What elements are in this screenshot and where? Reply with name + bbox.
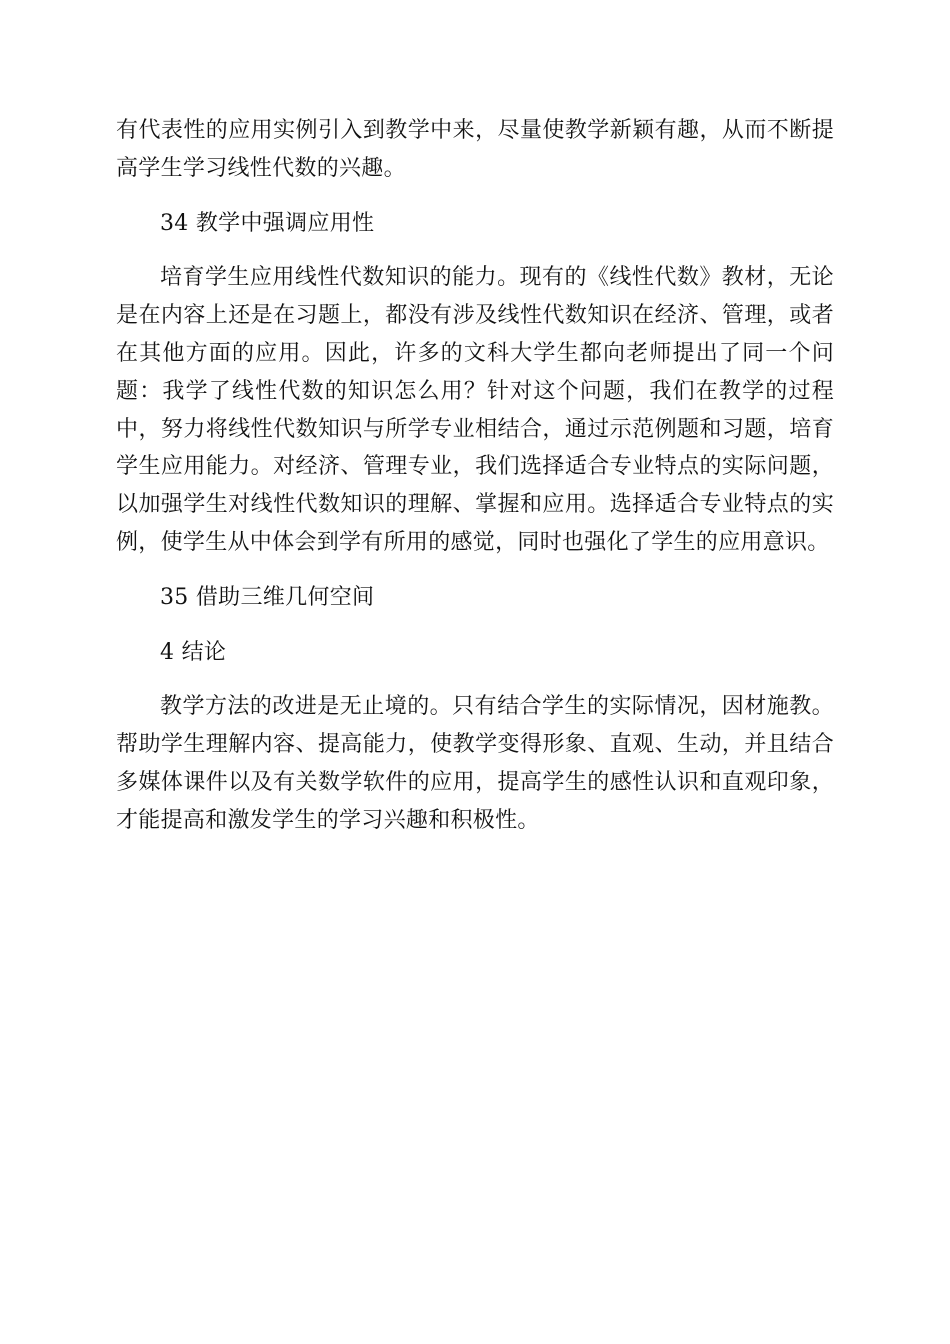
document-body <box>116 112 834 857</box>
paragraph-conclusion: 教学方法的改进是无止境的。只有结合学生的实际情况，因材施教。帮助学生理解内容、提高能力，使教学变得形象、直观、生动，并且结合多媒体课件以及有关数学软件的应用，提高学生的感性认识和直观印象，才能提高和激发学生的学习兴趣和积极性。 <box>116 694 834 833</box>
section-heading-4: 4 结论 <box>160 639 227 665</box>
paragraph-application: 培育学生应用线性代数知识的能力。现有的《线性代数》教材，无论是在内容上还是在习题上，都没有涉及线性代数知识在经济、管理，或者在其他方面的应用。因此，许多的文科大学生都向老师提出了同一个问题：我学了线性代数的知识怎么用？针对这个问题，我们在教学的过程中，努力将线性代数知识与所学专业相结合，通过示范例题和习题，培育学生应用能力。对经济、管理专业，我们选择适合专业特点的实际问题，以加强学生对线性代数知识的理解、掌握和应用。选择适合专业特点的实例，使学生从中体会到学有所用的感觉，同时也强化了学生的应用意识。 <box>116 265 834 555</box>
section-heading-3-5: 35 借助三维几何空间 <box>160 584 375 610</box>
section-heading-3-4: 34 教学中强调应用性 <box>160 210 375 236</box>
paragraph-continuation: 有代表性的应用实例引入到教学中来，尽量使教学新颖有趣，从而不断提高学生学习线性代数的兴趣。 <box>116 118 834 181</box>
